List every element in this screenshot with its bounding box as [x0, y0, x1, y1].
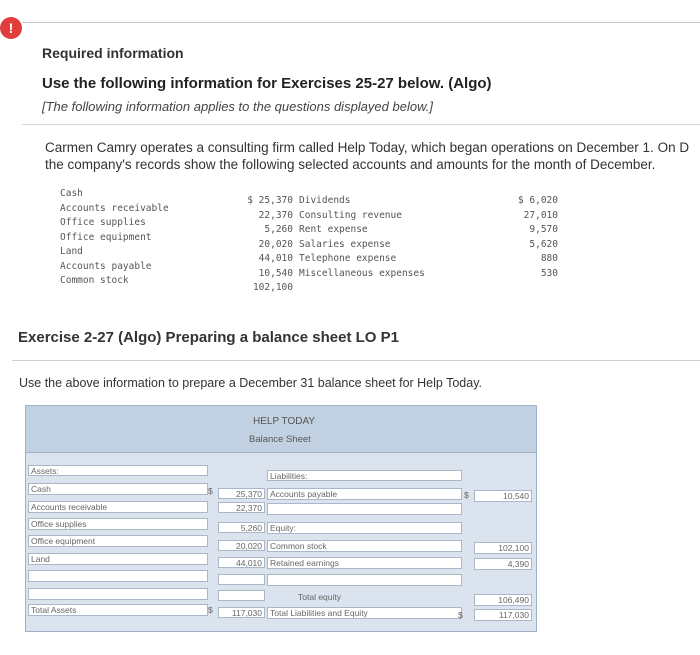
statement-title: Balance Sheet	[249, 434, 311, 445]
scenario-paragraph	[45, 139, 700, 173]
account-amount: 10,540	[258, 267, 293, 279]
land-amount-field[interactable]: 44,010	[218, 557, 265, 568]
exercise-prompt: Use the above information to prepare a December 31 balance sheet for Help Today.	[19, 376, 483, 390]
account-amount: $ 6,020	[517, 195, 558, 206]
account-amount: 9,570	[529, 224, 558, 235]
account-amount: 5,260	[264, 224, 293, 235]
cash-amount-field[interactable]: 25,370	[218, 488, 265, 499]
account-amounts-left	[225, 194, 293, 296]
liabilities-header: Liabilities:	[267, 470, 462, 481]
account-amount: 20,020	[258, 238, 293, 250]
account-name: Telephone expense	[299, 253, 397, 264]
blank-amount-field[interactable]	[218, 590, 265, 601]
exercise-instruction: Use the following information for Exercises 25-27 below. (Algo)	[42, 75, 492, 92]
account-name: Office equipment	[60, 231, 152, 243]
dollar-sign: $	[208, 486, 213, 496]
total-equity-amount-field[interactable]: 106,490	[474, 594, 532, 606]
total-le-amount-field[interactable]: 117,030	[474, 609, 532, 621]
re-amount-field[interactable]: 4,390	[474, 558, 532, 570]
account-names-right	[299, 194, 425, 281]
supplies-amount-field[interactable]: 5,260	[218, 522, 265, 533]
account-amount: 102,100	[252, 282, 293, 293]
account-name: Cash	[60, 188, 83, 199]
account-amount: $ 25,370	[247, 195, 293, 206]
required-info-heading: Required information	[42, 45, 184, 61]
alert-icon: !	[0, 17, 22, 39]
account-names-left	[60, 187, 169, 289]
blank-asset-field[interactable]	[28, 570, 208, 582]
account-amounts-right	[500, 194, 558, 281]
blank-amount-field[interactable]	[218, 574, 265, 585]
land-label-field[interactable]: Land	[28, 553, 208, 565]
blank-asset-field[interactable]	[28, 588, 208, 600]
cs-label-field[interactable]: Common stock	[267, 540, 462, 552]
equity-header-field[interactable]: Equity:	[267, 522, 462, 534]
scenario-line-2: the company's records show the following selected accounts and amounts for the month of December.	[45, 157, 656, 172]
total-assets-label-field[interactable]: Total Assets	[28, 604, 208, 616]
scenario-line-1: Carmen Camry operates a consulting firm called Help Today, which began operations on December 1. On D	[45, 140, 690, 155]
account-name: Land	[60, 246, 83, 257]
cash-label-field[interactable]: Cash	[28, 483, 208, 495]
company-name: HELP TODAY	[253, 416, 316, 427]
account-name: Accounts receivable	[60, 202, 169, 214]
account-amount: 22,370	[258, 209, 293, 221]
total-equity-label: Total equity	[298, 592, 341, 602]
account-name: Common stock	[60, 275, 129, 286]
ap-label-field[interactable]: Accounts payable	[267, 488, 462, 500]
dollar-sign: $	[458, 610, 463, 620]
cs-amount-field[interactable]: 102,100	[474, 542, 532, 554]
blank-liability-field[interactable]	[267, 503, 462, 515]
account-name: Salaries expense	[299, 238, 391, 250]
top-divider	[22, 22, 700, 23]
balance-sheet-header	[25, 405, 537, 453]
account-name: Dividends	[299, 195, 351, 206]
account-amount: 530	[540, 267, 558, 279]
ar-amount-field[interactable]: 22,370	[218, 502, 265, 513]
dollar-sign: $	[464, 490, 469, 500]
account-amount: 27,010	[523, 209, 558, 221]
exercise-divider	[12, 360, 700, 361]
account-name: Accounts payable	[60, 260, 152, 272]
dollar-sign: $	[208, 605, 213, 615]
total-assets-amount-field[interactable]: 117,030	[218, 607, 265, 618]
account-amount: 880	[540, 253, 558, 264]
supplies-label-field[interactable]: Office supplies	[28, 518, 208, 530]
equipment-label-field[interactable]: Office equipment	[28, 535, 208, 547]
note-text: [The following information applies to the questions displayed below.]	[42, 99, 433, 114]
account-name: Miscellaneous expenses	[299, 267, 425, 279]
account-amount: 5,620	[529, 238, 558, 250]
total-le-label-field[interactable]: Total Liabilities and Equity	[267, 607, 462, 619]
re-label-field[interactable]: Retained earnings	[267, 557, 462, 569]
ar-label-field[interactable]: Accounts receivable	[28, 501, 208, 513]
equipment-amount-field[interactable]: 20,020	[218, 540, 265, 551]
account-name: Consulting revenue	[299, 209, 402, 221]
section-divider	[22, 124, 700, 125]
account-name: Rent expense	[299, 224, 368, 235]
assets-header: Assets:	[28, 465, 208, 476]
blank-equity-field[interactable]	[267, 574, 462, 586]
account-name: Office supplies	[60, 217, 146, 228]
ap-amount-field[interactable]: 10,540	[474, 490, 532, 502]
exercise-title: Exercise 2-27 (Algo) Preparing a balance sheet LO P1	[18, 329, 399, 346]
account-amount: 44,010	[258, 253, 293, 264]
